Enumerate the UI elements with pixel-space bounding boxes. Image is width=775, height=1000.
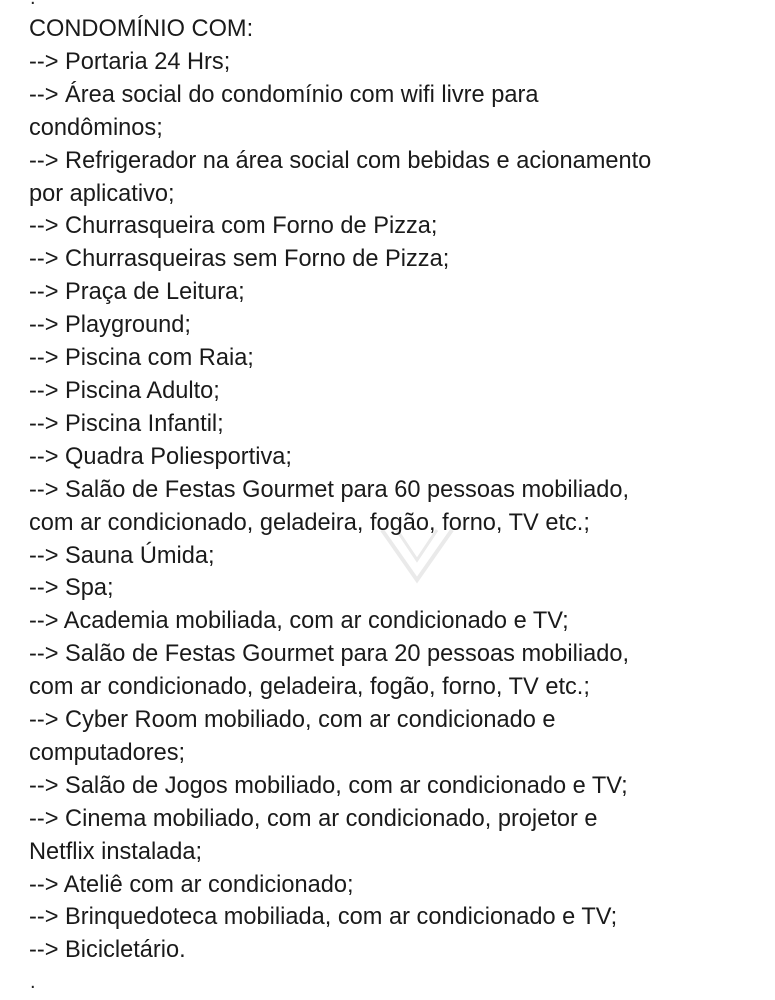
list-item-continuation: computadores; xyxy=(29,739,186,766)
list-item: --> Portaria 24 Hrs; xyxy=(29,48,231,75)
list-item: --> Salão de Jogos mobiliado, com ar condicionado e TV; xyxy=(29,772,628,799)
list-item: --> Salão de Festas Gourmet para 60 pessoas mobiliado, xyxy=(29,476,629,503)
list-item-continuation: com ar condicionado, geladeira, fogão, forno, TV etc.; xyxy=(29,509,590,536)
list-item-continuation: Netflix instalada; xyxy=(29,838,203,865)
list-item: --> Sauna Úmida; xyxy=(29,542,215,569)
list-item: --> Ateliê com ar condicionado; xyxy=(29,871,354,898)
list-item: --> Churrasqueiras sem Forno de Pizza; xyxy=(29,246,450,273)
list-item: --> Refrigerador na área social com bebidas e acionamento xyxy=(29,147,652,174)
bottom-dot: . xyxy=(30,971,36,993)
list-item: --> Salão de Festas Gourmet para 20 pessoas mobiliado, xyxy=(29,641,629,668)
amenities-text xyxy=(29,13,764,967)
heading: CONDOMÍNIO COM: xyxy=(29,16,254,42)
list-item: --> Spa; xyxy=(29,575,114,602)
list-item-continuation: condôminos; xyxy=(29,114,163,141)
list-item: --> Piscina com Raia; xyxy=(29,345,254,372)
list-item: --> Bicicletário. xyxy=(29,937,186,964)
list-item: --> Praça de Leitura; xyxy=(29,279,245,306)
top-dot xyxy=(30,0,36,8)
list-item: --> Academia mobiliada, com ar condicionado e TV; xyxy=(29,608,569,635)
list-item: --> Área social do condomínio com wifi livre para xyxy=(29,81,539,108)
list-item: --> Quadra Poliesportiva; xyxy=(29,443,292,470)
list-item: --> Piscina Infantil; xyxy=(29,410,224,437)
list-item-continuation: com ar condicionado, geladeira, fogão, forno, TV etc.; xyxy=(29,674,590,701)
list-item: --> Cinema mobiliado, com ar condicionado, projetor e xyxy=(29,805,598,832)
list-item-continuation: por aplicativo; xyxy=(29,180,175,207)
list-item: --> Playground; xyxy=(29,312,191,339)
list-item: --> Piscina Adulto; xyxy=(29,377,220,404)
list-item: --> Churrasqueira com Forno de Pizza; xyxy=(29,213,438,240)
list-item: --> Cyber Room mobiliado, com ar condicionado e xyxy=(29,707,556,734)
watermark-logo-icon xyxy=(372,520,462,590)
list-item: --> Brinquedoteca mobiliada, com ar condicionado e TV; xyxy=(29,904,618,931)
